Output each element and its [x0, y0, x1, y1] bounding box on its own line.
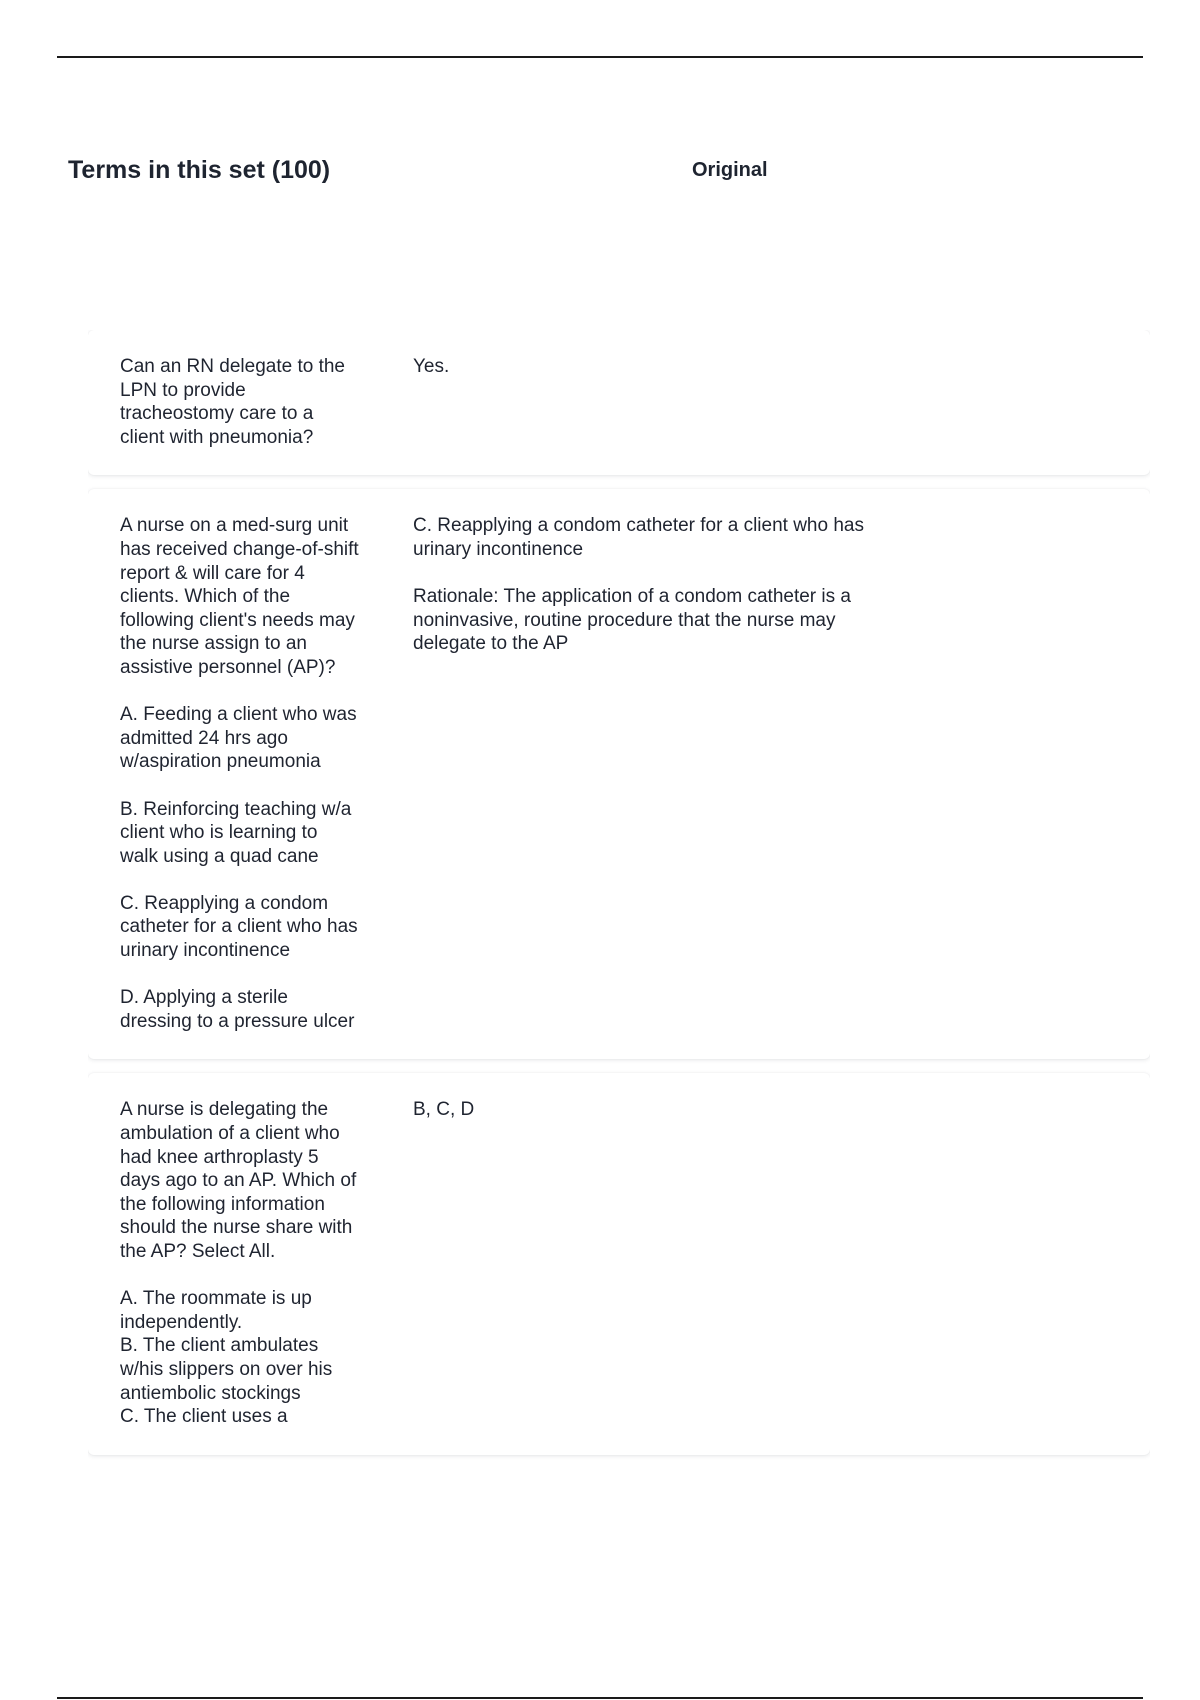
set-title: Terms in this set (100) [68, 156, 331, 184]
term-card [88, 489, 1150, 1059]
term-option-c: C. The client uses a [120, 1406, 288, 1428]
term-option-d: D. Applying a sterile dressing to a pressure ulcer [120, 987, 355, 1032]
definition-answer: C. Reapplying a condom catheter for a client who has urinary incontinence [413, 515, 864, 560]
card-term [120, 1098, 360, 1428]
card-definition [413, 1098, 883, 1428]
term-option-b: B. Reinforcing teaching w/a client who is learning to walk using a quad cane [120, 798, 352, 867]
term-option-b: B. The client ambulates w/his slippers on over his antiembolic stockings [120, 1335, 333, 1404]
definition-text: Yes. [413, 356, 450, 377]
term-option-a: A. Feeding a client who was admitted 24 hrs ago w/aspiration pneumonia [120, 704, 357, 773]
card-term [120, 514, 360, 1033]
term-option-a: A. The roommate is up independently. [120, 1288, 312, 1333]
term-card [88, 1073, 1150, 1454]
card-definition [413, 355, 883, 449]
set-header [68, 156, 1138, 192]
card-definition [413, 514, 883, 1033]
term-question: A nurse is delegating the ambulation of a client who had knee arthroplasty 5 days ago to an AP. Which of the following information should the nurse share with the AP? Select All. [120, 1099, 357, 1262]
definition-answer: B, C, D [413, 1099, 475, 1121]
card-term [120, 355, 360, 449]
term-text: Can an RN delegate to the LPN to provide tracheostomy care to a client with pneumonia? [120, 356, 345, 448]
term-option-c: C. Reapplying a condom catheter for a client who has urinary incontinence [120, 892, 358, 962]
definition-rationale: Rationale: The application of a condom catheter is a noninvasive, routine procedure that the nurse may delegate to the AP [413, 586, 851, 655]
sort-order-label[interactable]: Original [692, 159, 768, 181]
bottom-divider [57, 1697, 1143, 1699]
top-divider [57, 56, 1143, 58]
term-question: A nurse on a med-surg unit has received change-of-shift report & will care for 4 clients. Which of the following client's needs may the nurse assign to an assistive personnel (AP)? [120, 515, 359, 678]
term-card [88, 330, 1150, 475]
term-card-list [88, 330, 1150, 1550]
